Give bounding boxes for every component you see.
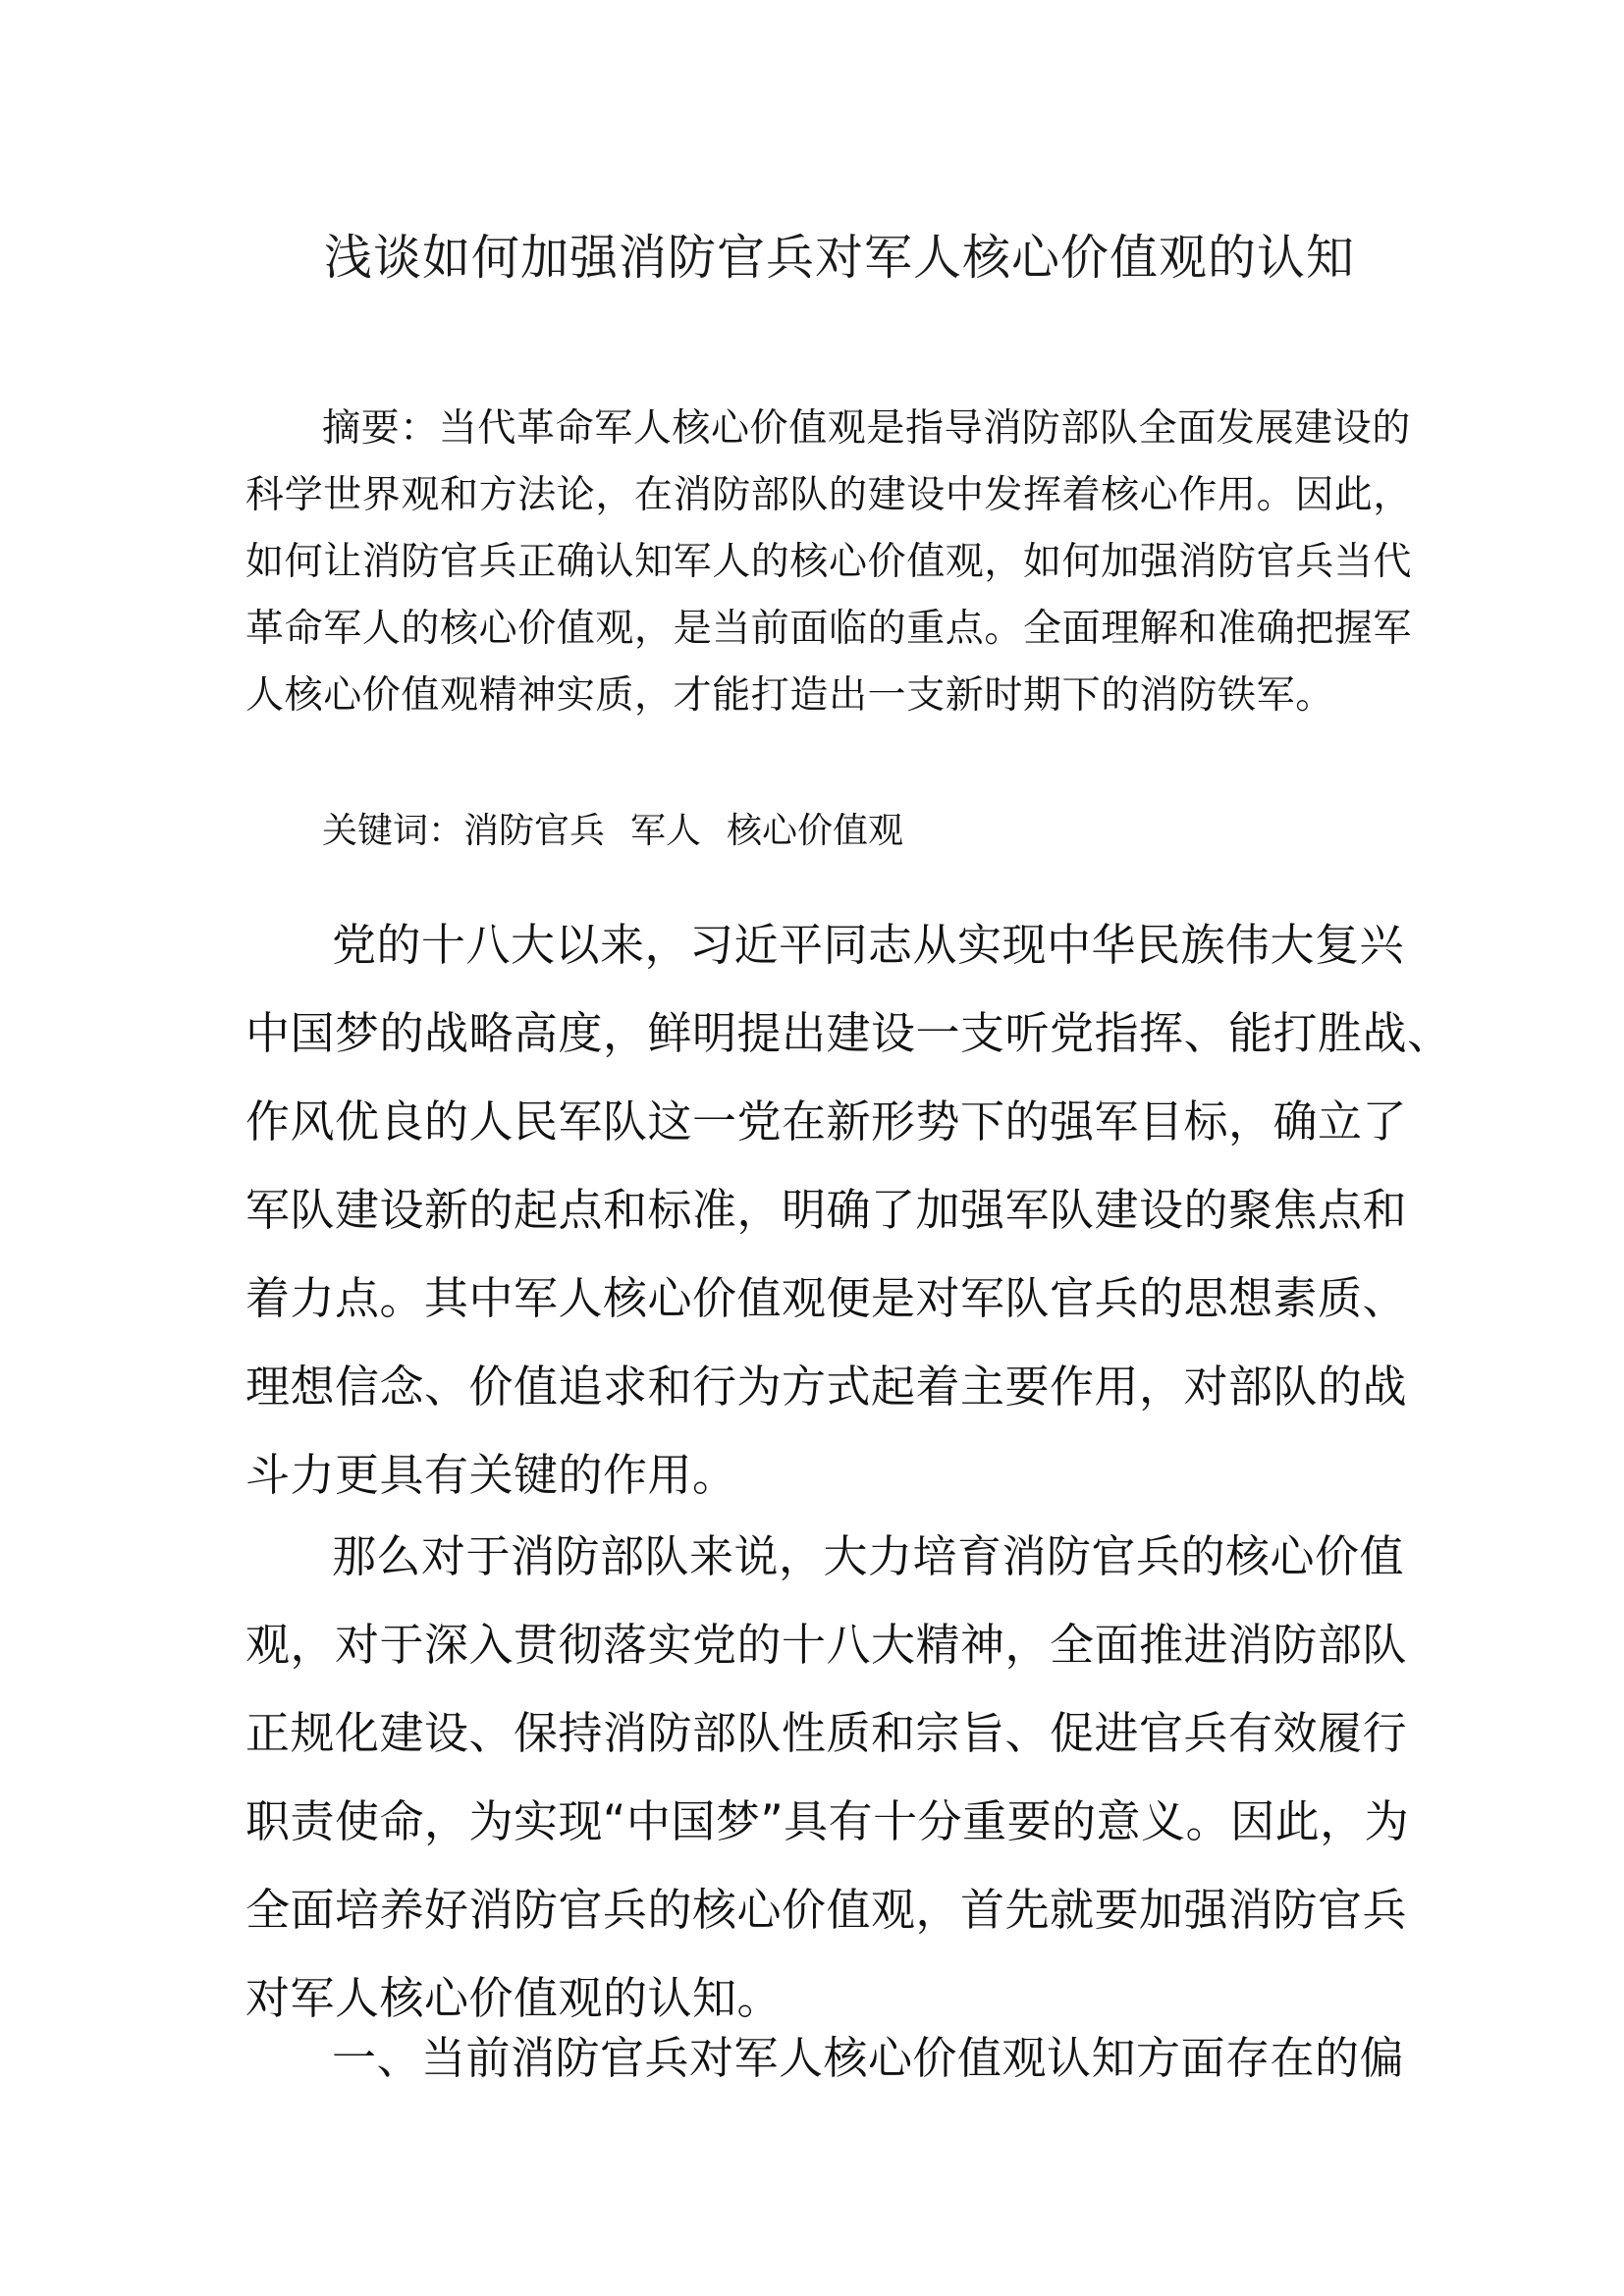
paragraph-line: 军队建设新的起点和标准，明确了加强军队建设的聚焦点和 [245, 1184, 1408, 1236]
paragraph-line: 对军人核心价值观的认知。 [245, 1972, 783, 2024]
abstract-line: 人核心价值观精神实质，才能打造出一支新时期下的消防铁军。 [245, 673, 1334, 718]
paragraph-line: 斗力更具有关键的作用。 [245, 1449, 737, 1501]
keyword-item: 军人 [630, 811, 702, 851]
paragraph-line: 那么对于消防部队来说，大力培育消防官兵的核心价值 [332, 1530, 1405, 1582]
keywords-label: 关键词： [322, 811, 464, 851]
abstract-line: 革命军人的核心价值观，是当前面临的重点。全面理解和准确把握军 [245, 607, 1413, 651]
paragraph-line: 全面培养好消防官兵的核心价值观，首先就要加强消防官兵 [245, 1884, 1408, 1936]
paragraph-line: 中国梦的战略高度，鲜明提出建设一支听党指挥、能打胜战、 [245, 1007, 1452, 1059]
paragraph-line: 着力点。其中军人核心价值观便是对军队官兵的思想素质、 [245, 1272, 1408, 1324]
body-paragraph [245, 1513, 1410, 2043]
paragraph-line: 党的十八大以来，习近平同志从实现中华民族伟大复兴 [332, 919, 1405, 971]
paragraph-line: 正规化建设、保持消防部队性质和宗旨、促进官兵有效履行 [245, 1707, 1408, 1759]
abstract-line: 摘要：当代革命军人核心价值观是指导消防部队全面发展建设的 [322, 406, 1411, 451]
abstract-line: 如何让消防官兵正确认知军人的核心价值观，如何加强消防官兵当代 [245, 540, 1413, 584]
abstract-line: 科学世界观和方法论，在消防部队的建设中发挥着核心作用。因此， [245, 473, 1413, 517]
paragraph-line: 作风优良的人民军队这一党在新形势下的强军目标，确立了 [245, 1095, 1408, 1148]
section-heading [245, 2014, 1405, 2103]
keyword-item: 消防官兵 [463, 811, 606, 851]
keywords [322, 803, 903, 860]
body-paragraph [245, 901, 1452, 1520]
paragraph-line: 职责使命，为实现“中国梦”具有十分重要的意义。因此，为 [245, 1795, 1410, 1847]
keyword-item: 核心价值观 [727, 811, 904, 851]
abstract [245, 396, 1413, 729]
paragraph-line: 观，对于深入贯彻落实党的十八大精神，全面推进消防部队 [245, 1619, 1408, 1671]
section-heading-text: 一、当前消防官兵对军人核心价值观认知方面存在的偏 [332, 2032, 1405, 2084]
document-title: 浅谈如何加强消防官兵对军人核心价值观的认知 [324, 230, 1356, 286]
paragraph-line: 理想信念、价值追求和行为方式起着主要作用，对部队的战 [245, 1361, 1408, 1413]
